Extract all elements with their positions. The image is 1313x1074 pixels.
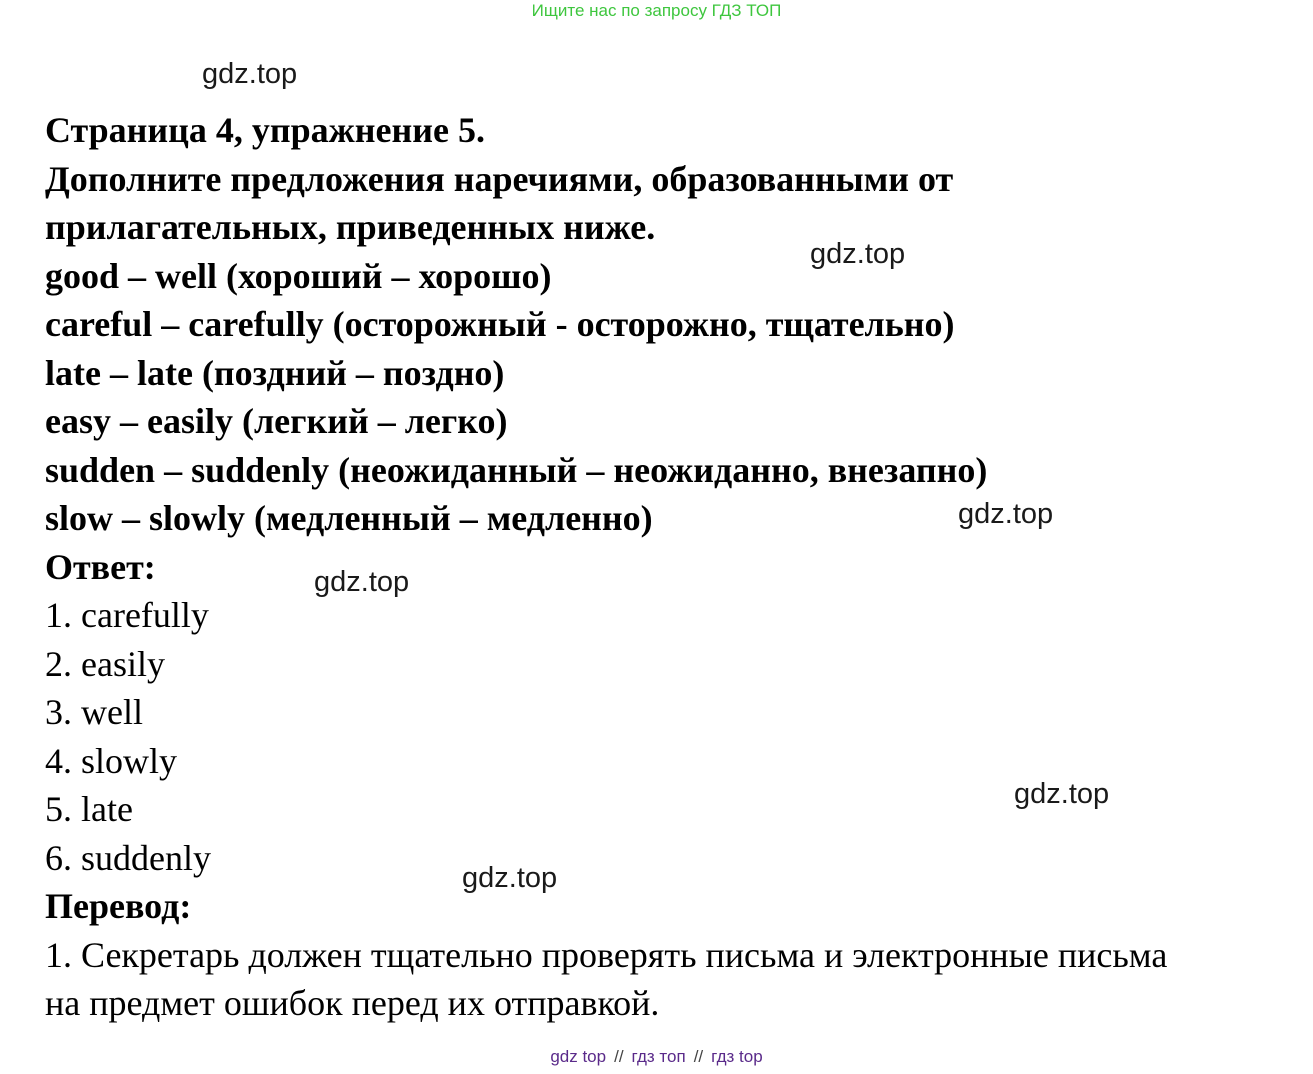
footer-links [0, 1047, 1313, 1067]
footer-link[interactable]: gdz top [550, 1047, 607, 1066]
watermark: gdz.top [958, 498, 1054, 530]
answer-item: 2. easily [45, 643, 165, 684]
footer-link[interactable]: гдз топ [631, 1047, 686, 1066]
translation-label: Перевод: [45, 886, 192, 926]
watermark: gdz.top [314, 566, 410, 598]
answer-item: 1. carefully [45, 595, 209, 635]
translation-line: 1. Секретарь должен тщательно проверять письма и электронные письма [45, 934, 1168, 975]
word-pair: late – late (поздний – поздно) [45, 352, 505, 393]
answer-label: Ответ: [45, 546, 156, 587]
footer-separator: // [614, 1047, 624, 1066]
instruction-line: Дополните предложения наречиями, образованными от [45, 158, 954, 199]
document-body [45, 106, 1295, 1028]
footer-link[interactable]: гдз top [711, 1047, 763, 1066]
instruction-line: прилагательных, приведенных ниже. [45, 207, 656, 247]
word-pair: careful – carefully (осторожный - осторожно, тщательно) [45, 304, 955, 344]
answer-item: 3. well [45, 692, 143, 732]
word-pair: good – well (хороший – хорошо) [45, 255, 552, 296]
watermark: gdz.top [462, 862, 558, 894]
word-pair: easy – easily (легкий – легко) [45, 401, 508, 441]
watermark: gdz.top [202, 58, 298, 90]
answer-item: 6. suddenly [45, 837, 211, 878]
answer-item: 4. slowly [45, 740, 178, 781]
footer-separator: // [693, 1047, 704, 1066]
exercise-title: Страница 4, упражнение 5. [45, 110, 485, 150]
watermark: gdz.top [810, 238, 906, 270]
word-pair: slow – slowly (медленный – медленно) [45, 498, 653, 538]
translation-line: на предмет ошибок перед их отправкой. [45, 983, 660, 1023]
top-banner: Ищите нас по запросу ГДЗ ТОП [531, 1, 782, 20]
watermark: gdz.top [1014, 778, 1110, 810]
answer-item: 5. late [45, 789, 133, 829]
word-pair: sudden – suddenly (неожиданный – неожиданно, внезапно) [45, 449, 988, 490]
